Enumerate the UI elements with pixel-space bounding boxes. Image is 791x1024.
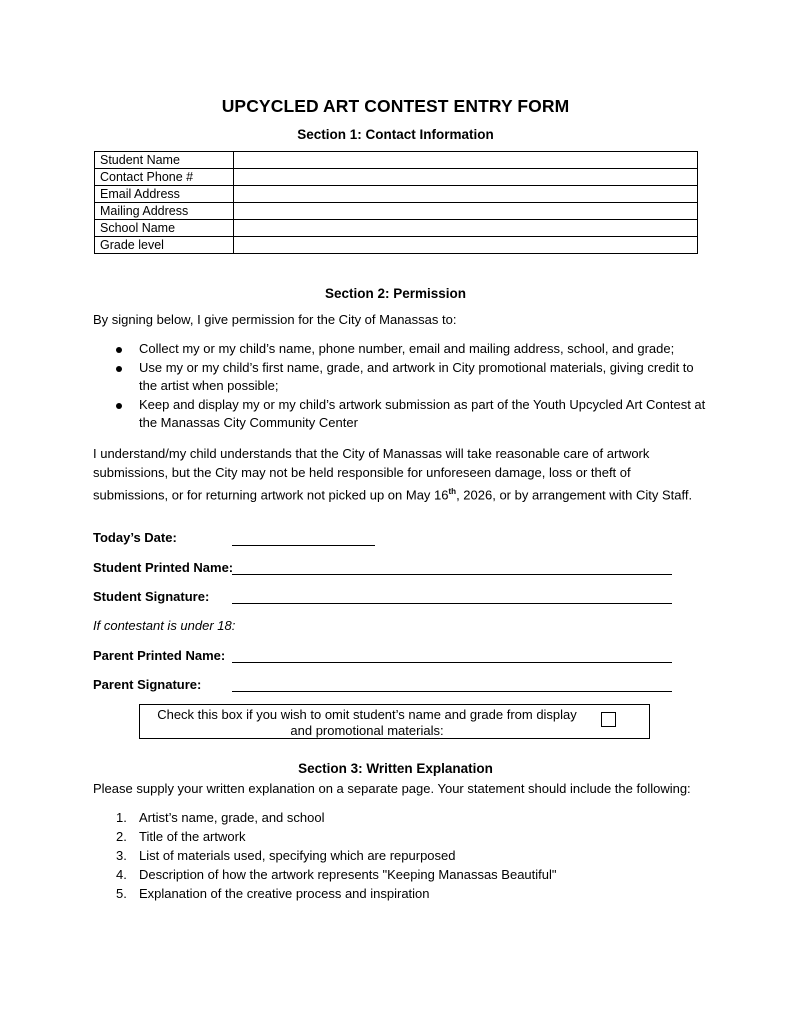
explanation-intro: Please supply your written explanation on a separate page. Your statement should include the following: bbox=[93, 781, 691, 796]
student-printed-name-label: Student Printed Name: bbox=[93, 560, 234, 575]
contact-info-table bbox=[94, 151, 698, 254]
list-item: 3. List of materials used, specifying which are repurposed bbox=[116, 848, 456, 863]
bullet-icon bbox=[116, 366, 122, 372]
bullet-icon bbox=[116, 347, 122, 353]
list-item bbox=[116, 396, 706, 433]
list-item bbox=[116, 359, 706, 396]
permission-item-text: Use my or my child’s first name, grade, and artwork in City promotional materials, giving credit to the artist when possible; bbox=[139, 359, 694, 393]
under-18-note: If contestant is under 18: bbox=[93, 618, 236, 633]
omit-name-checkbox[interactable] bbox=[601, 712, 616, 727]
form-title: UPCYCLED ART CONTEST ENTRY FORM bbox=[221, 96, 570, 116]
table-row bbox=[95, 203, 698, 220]
explanation-item-text: Explanation of the creative process and inspiration bbox=[139, 886, 430, 901]
parent-signature-label: Parent Signature: bbox=[93, 677, 202, 692]
student-signature-line[interactable] bbox=[232, 603, 672, 604]
permission-item-text: Keep and display my or my child’s artwork submission as part of the Youth Upcycled Art Contest at the Manassas City Community Center bbox=[139, 396, 706, 430]
list-item: 1. Artist’s name, grade, and school bbox=[116, 810, 325, 825]
section1-heading: Section 1: Contact Information bbox=[297, 127, 494, 142]
table-row bbox=[95, 152, 698, 169]
todays-date-line[interactable] bbox=[232, 545, 375, 546]
table-row bbox=[95, 220, 698, 237]
bullet-icon bbox=[116, 403, 122, 409]
parent-printed-name-label: Parent Printed Name: bbox=[93, 648, 226, 663]
grade-level-field[interactable] bbox=[234, 237, 698, 254]
permission-list bbox=[116, 340, 706, 433]
student-name-field[interactable] bbox=[234, 152, 698, 169]
table-row bbox=[95, 169, 698, 186]
mailing-address-label: Mailing Address bbox=[95, 203, 234, 220]
contact-phone-label: Contact Phone # bbox=[95, 169, 234, 186]
table-row bbox=[95, 237, 698, 254]
grade-level-label: Grade level bbox=[95, 237, 234, 254]
student-signature-label: Student Signature: bbox=[93, 589, 210, 604]
section3-heading: Section 3: Written Explanation bbox=[298, 761, 493, 776]
todays-date-label: Today’s Date: bbox=[93, 530, 177, 545]
student-printed-name-line[interactable] bbox=[232, 574, 672, 575]
student-name-label: Student Name bbox=[95, 152, 234, 169]
contact-phone-field[interactable] bbox=[234, 169, 698, 186]
email-address-label: Email Address bbox=[95, 186, 234, 203]
omit-name-text: Check this box if you wish to omit student’s name and grade from display and promotional materials: bbox=[157, 707, 577, 738]
permission-intro: By signing below, I give permission for the City of Manassas to: bbox=[93, 312, 457, 327]
explanation-item-text: List of materials used, specifying which are repurposed bbox=[139, 848, 456, 863]
list-item: 5. Explanation of the creative process and inspiration bbox=[116, 886, 430, 901]
email-address-field[interactable] bbox=[234, 186, 698, 203]
table-row bbox=[95, 186, 698, 203]
explanation-item-text: Title of the artwork bbox=[139, 829, 246, 844]
school-name-field[interactable] bbox=[234, 220, 698, 237]
school-name-label: School Name bbox=[95, 220, 234, 237]
parent-signature-line[interactable] bbox=[232, 691, 672, 692]
explanation-item-text: Artist’s name, grade, and school bbox=[139, 810, 325, 825]
parent-printed-name-line[interactable] bbox=[232, 662, 672, 663]
permission-item-text: Collect my or my child’s name, phone number, email and mailing address, school, and grade; bbox=[139, 341, 675, 356]
section2-heading: Section 2: Permission bbox=[324, 286, 467, 301]
explanation-item-text: Description of how the artwork represents "Keeping Manassas Beautiful" bbox=[139, 867, 557, 882]
list-item bbox=[116, 340, 706, 359]
list-item: 2. Title of the artwork bbox=[116, 829, 246, 844]
mailing-address-field[interactable] bbox=[234, 203, 698, 220]
explanation-list bbox=[116, 808, 716, 903]
liability-paragraph: I understand/my child understands that the City of Manassas will take reasonable care of artwork submissions, but the City may not be held responsible for unforeseen damage, loss or theft of submissions, or for returning artwork not picked up on May 16th, 2026, or by arrangement with City Staff. bbox=[93, 446, 693, 503]
omit-name-box bbox=[139, 704, 650, 739]
list-item: 4. Description of how the artwork represents "Keeping Manassas Beautiful" bbox=[116, 867, 557, 882]
